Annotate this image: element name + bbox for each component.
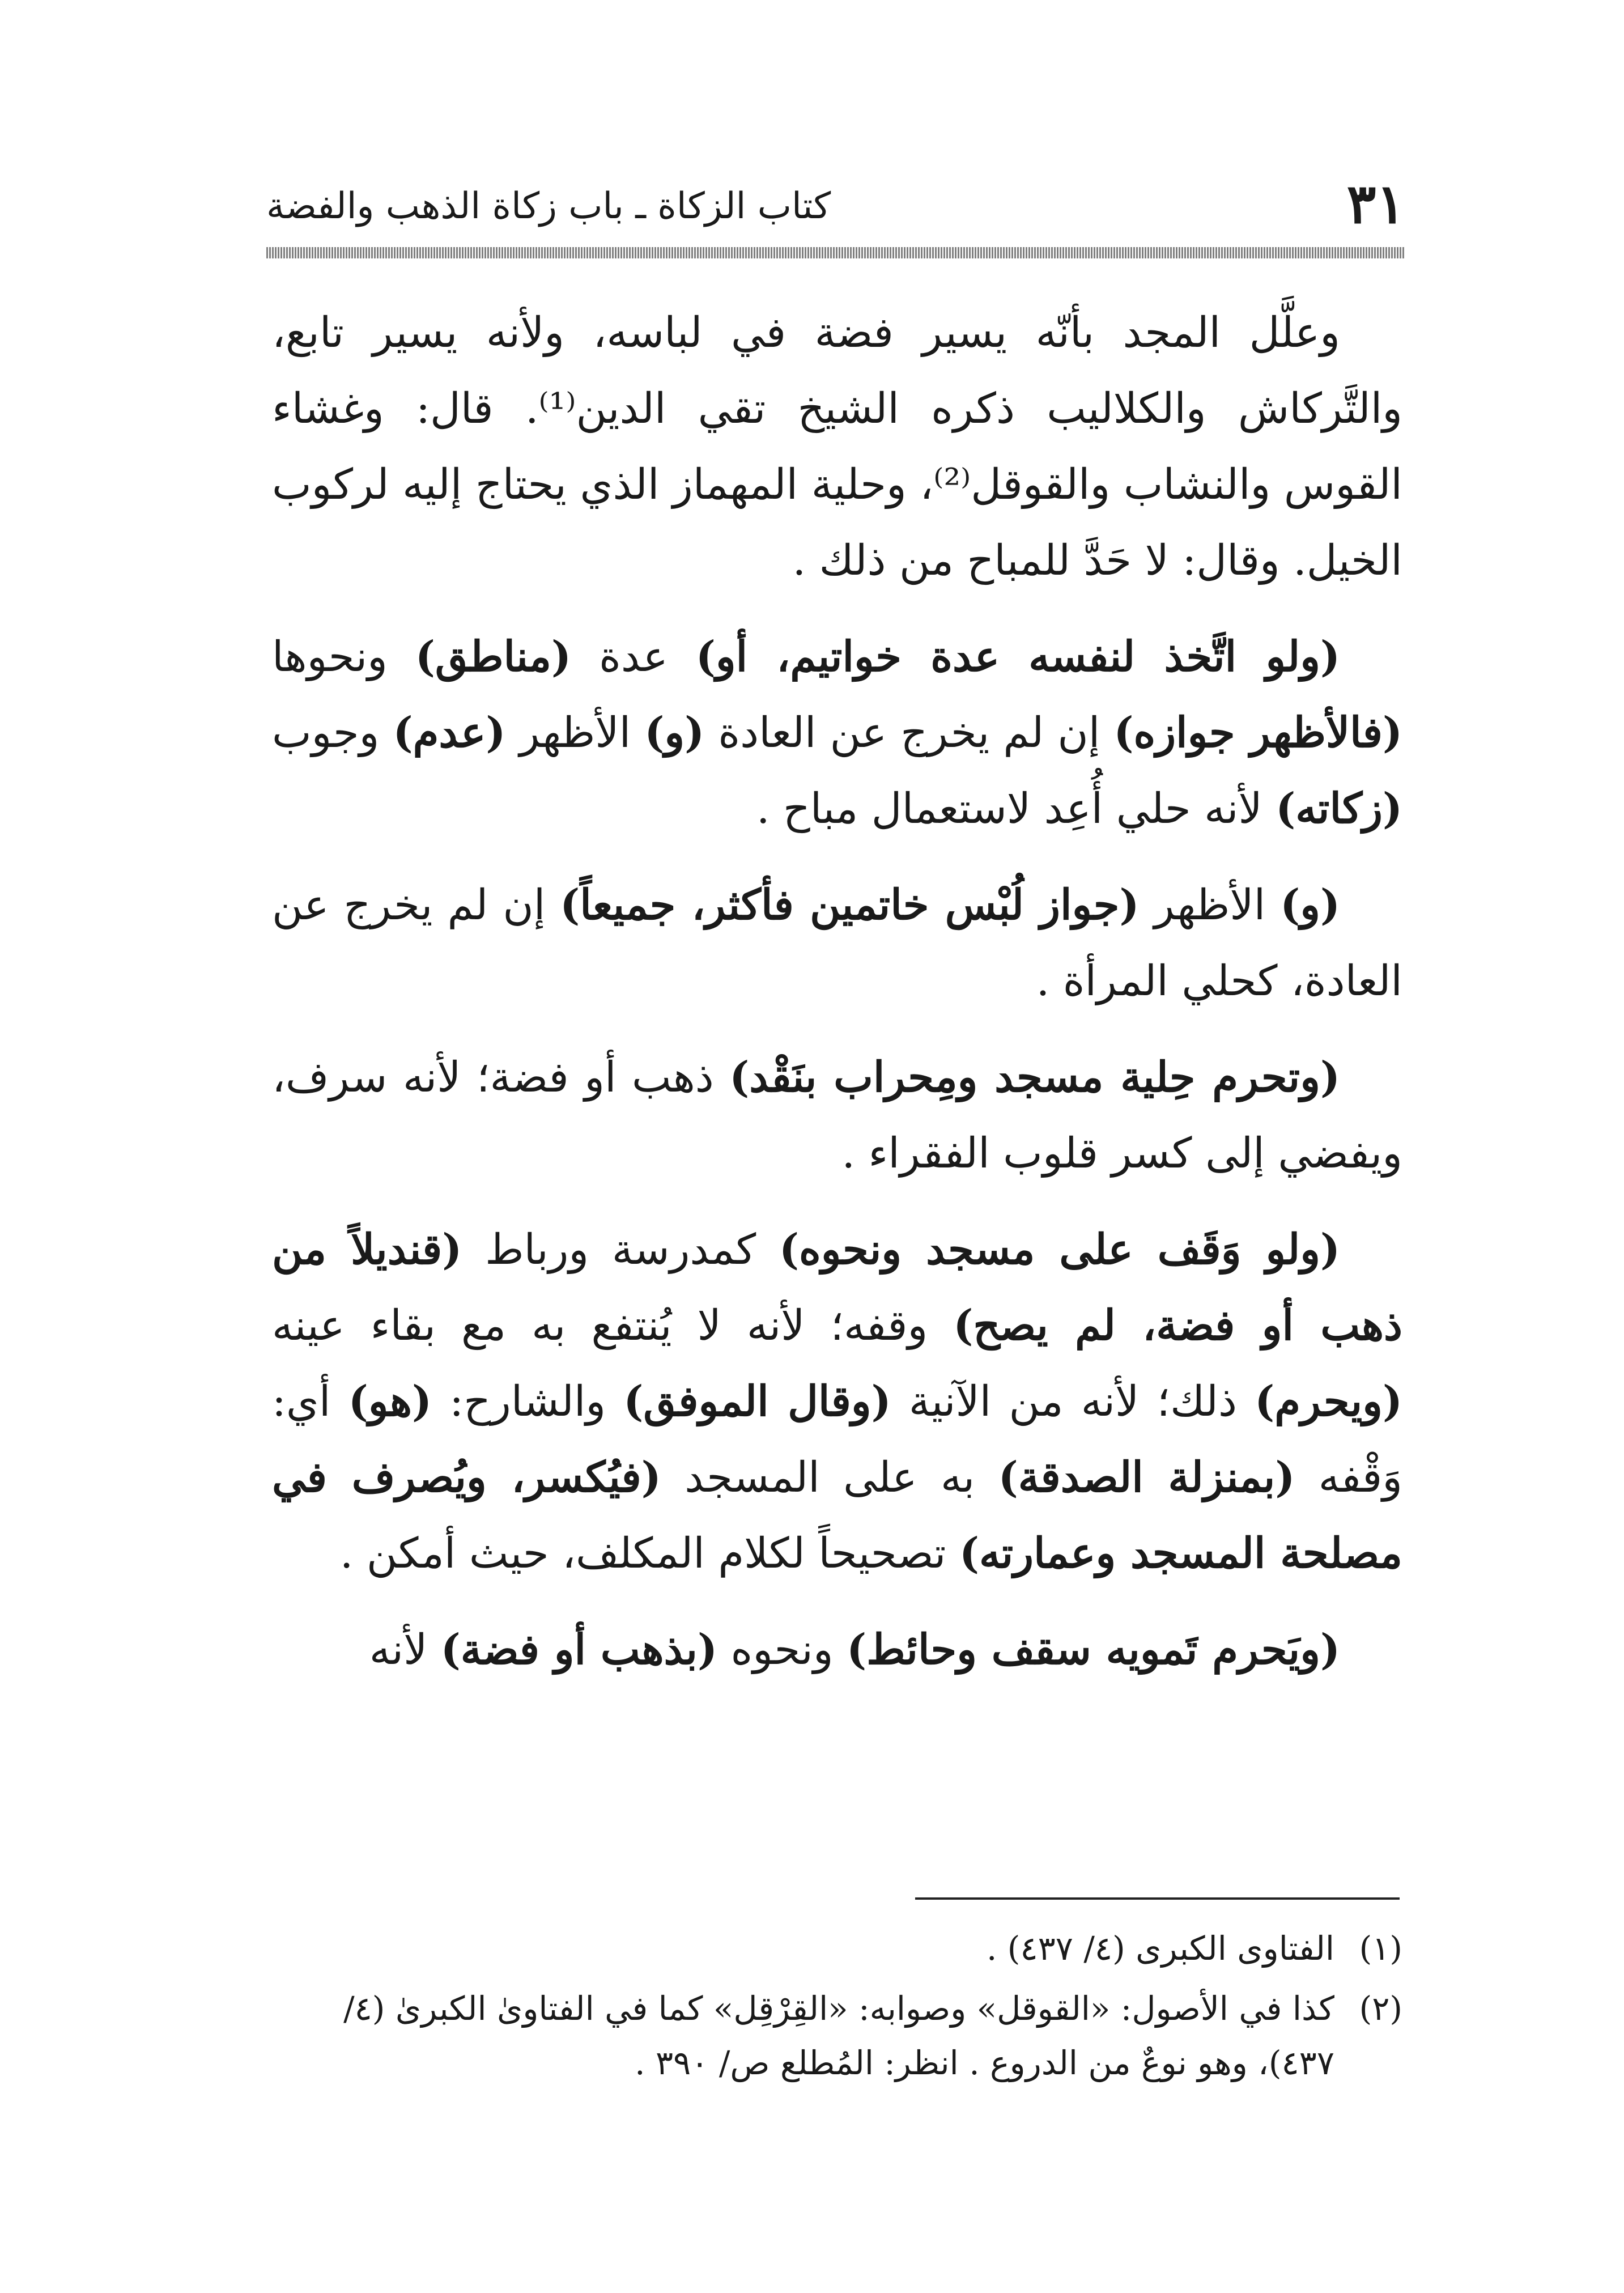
footnote-2 xyxy=(272,1981,1402,2090)
running-title: كتاب الزكاة ـ باب زكاة الذهب والفضة xyxy=(266,185,831,227)
footnote-marker: (٢) xyxy=(1359,1989,1402,2028)
matn-text: (ويَحرم تَمويه سقف وحائط) xyxy=(847,1625,1340,1674)
paragraph-3 xyxy=(272,867,1402,1019)
paragraph-2 xyxy=(272,619,1402,847)
matn-text: (هو) xyxy=(348,1377,432,1426)
commentary-text: الأظهر xyxy=(1139,881,1281,929)
matn-text: (فالأظهر جوازه) xyxy=(1113,708,1402,757)
header-divider xyxy=(266,247,1405,258)
matn-text: (وتحرم حِلية مسجد ومِحراب بنَقْد) xyxy=(729,1053,1340,1102)
matn-text: (بذهب أو فضة) xyxy=(440,1625,717,1674)
commentary-text: تصحيحاً لكلام المكلف، حيث أمكن . xyxy=(339,1529,959,1578)
commentary-text: لأنه حلي أُعِد لاستعمال مباح . xyxy=(756,784,1276,833)
commentary-text: كمدرسة ورباط xyxy=(462,1225,779,1274)
commentary-text: به على المسجد xyxy=(661,1453,998,1502)
matn-text: (مناطق) xyxy=(415,632,572,681)
matn-text: (فيُكسر، ويُصرف في مصلحة المسجد وعمارته) xyxy=(272,1453,1402,1578)
main-text xyxy=(272,295,1402,1708)
commentary-text: إن لم يخرج عن العادة، كحلي المرأة . xyxy=(272,881,1402,1005)
commentary-text: الأظهر xyxy=(505,708,645,757)
page-number: ٣١ xyxy=(1346,172,1405,236)
footnotes xyxy=(272,1921,1402,2096)
matn-text: (قنديلاً من ذهب أو فضة، لم يصح) xyxy=(272,1225,1402,1350)
matn-text: (وقال الموفق) xyxy=(623,1377,891,1426)
commentary-text: ونحوه xyxy=(717,1625,847,1674)
matn-text: (و) xyxy=(1280,881,1340,929)
commentary-text: وجوب xyxy=(272,708,393,757)
matn-text: (ويحرم) xyxy=(1255,1377,1402,1426)
footnote-marker: (١) xyxy=(1359,1929,1402,1968)
commentary-text: والشارح: xyxy=(431,1377,624,1426)
commentary-text: أي: وَقْفه xyxy=(272,1377,1402,1502)
commentary-text: ذلك؛ لأنه من الآنية xyxy=(891,1377,1255,1426)
paragraph-5 xyxy=(272,1212,1402,1591)
matn-text: (بمنزلة الصدقة) xyxy=(998,1453,1295,1502)
paragraph-4 xyxy=(272,1039,1402,1191)
page-header xyxy=(266,170,1405,238)
commentary-text: عدة xyxy=(571,632,696,681)
footnote-1 xyxy=(272,1921,1402,1976)
commentary-text: ذهب أو فضة؛ لأنه سرف، ويفضي إلى كسر قلوب الفقراء . xyxy=(272,1053,1402,1178)
matn-text: (ولو اتَّخذ لنفسه عدة خواتيم، أو) xyxy=(695,632,1341,681)
footnote-text: كذا في الأصول: «القوقل» وصوابه: «القِرْقِل» كما في الفتاوىٰ الكبرىٰ (٤/ ٤٣٧)، وهو نوعٌ من الدروع . انظر: المُطلع ص/ ٣٩٠ . xyxy=(343,1989,1334,2082)
matn-text: (زكاته) xyxy=(1276,784,1402,833)
matn-text: (عدم) xyxy=(393,708,506,757)
commentary-text: إن لم يخرج عن العادة xyxy=(704,708,1114,757)
footnote-text: الفتاوى الكبرى (٤/ ٤٣٧) . xyxy=(986,1929,1334,1968)
paragraph-6 xyxy=(272,1612,1402,1688)
matn-text: (ولو وَقَف على مسجد ونحوه) xyxy=(779,1225,1340,1274)
paragraph-1: وعلَّل المجد بأنّه يسير فضة في لباسه، ولأنه يسير تابع، والتَّركاش والكلاليب ذكره الشيخ تقي الدين⁽¹⁾. قال: وغشاء القوس والنشاب والقوقل⁽²⁾، وحلية المهماز الذي يحتاج إليه لركوب الخيل. وقال: لا حَدَّ للمباح من ذلك . xyxy=(272,308,1403,585)
commentary-text: ونحوها xyxy=(272,632,415,681)
matn-text: (جواز لُبْس خاتمين فأكثر، جميعاً) xyxy=(560,881,1140,929)
commentary-text: لأنه xyxy=(369,1625,441,1674)
matn-text: (و) xyxy=(644,708,705,757)
commentary-text: وقفه؛ لأنه لا يُنتفع به مع بقاء عينه xyxy=(272,1301,954,1350)
footnote-divider xyxy=(915,1897,1400,1900)
